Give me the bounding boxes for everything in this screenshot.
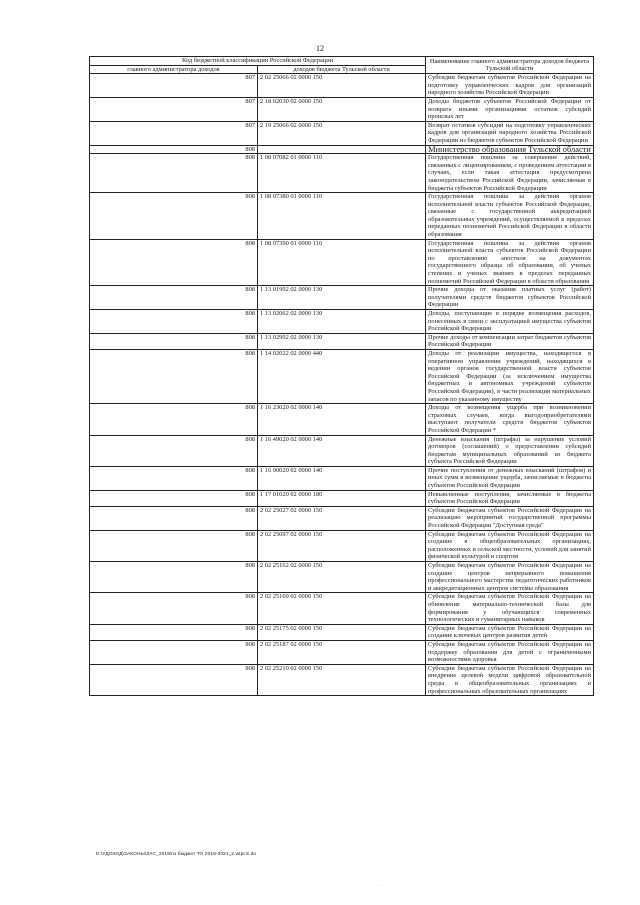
description-cell: Прочие доходы от компенсации затрат бюджетов субъектов Российской Федерации [426, 333, 594, 349]
income-column-header: доходов бюджета Тульской области [258, 65, 426, 74]
table-row [90, 286, 594, 310]
description-cell: Денежные взыскания (штрафы) за нарушение условий договоров (соглашений) о предоставлении субсидий бюджетам муниципальных образований из бюджета субъекта Российской Федерации [426, 435, 594, 466]
table-row [90, 530, 594, 561]
description-cell: Прочие доходы от оказания платных услуг (работ) получателями средств бюджетов субъектов Российской Федерации [426, 286, 594, 310]
admin-code-cell: 808 [90, 490, 258, 506]
description-cell: Доходы от возмещения ущерба при возникновении страховых случаев, когда выгодоприобретателями выступают получатели средств бюджетов субъектов Российской Федерации * [426, 404, 594, 435]
table-row [90, 310, 594, 334]
description-cell: Доходы от реализации имущества, находящегося в оперативном управлении учреждений, находящихся в ведении органов государственной власти субъектов Российской Федерации (за исключением имущества бюджетных и автономных учреждений субъектов Российской Федерации), в части реализации материальных запасов по указанному имуществу [426, 349, 594, 403]
admin-code-cell: 807 [90, 74, 258, 98]
description-cell: Субсидии бюджетам субъектов Российской Федерации на реализацию мероприятий государственной программы Российской Федерации "Доступная среда" [426, 506, 594, 530]
scan-mark: · · · · · [374, 883, 394, 888]
ministry-title-cell: Министерство образования Тульской области [426, 145, 594, 154]
table-row [90, 239, 594, 286]
description-cell: Субсидии бюджетам субъектов Российской Федерации на обновление материально-технической базы для формирования у обучающихся современных технологических и гуманитарных навыков [426, 593, 594, 624]
income-code-cell: 1 16 23020 02 0000 140 [258, 404, 426, 435]
admin-code-cell: 808 [90, 349, 258, 403]
admin-code-cell: 808 [90, 333, 258, 349]
admin-code-cell: 808 [90, 640, 258, 664]
code-group-header: Код бюджетной классификации Российской Федерации [90, 57, 426, 66]
income-code-cell: 1 16 49020 02 0000 140 [258, 435, 426, 466]
income-code-cell: 1 17 01020 02 0000 180 [258, 490, 426, 506]
income-code-cell: 1 13 01992 02 0000 130 [258, 286, 426, 310]
admin-code-cell: 808 [90, 154, 258, 193]
admin-code-cell: 808 [90, 239, 258, 286]
admin-code-cell: 808 [90, 466, 258, 490]
name-column-header: Наименование главного администратора доходов бюджета Тульской области [426, 57, 594, 74]
table-row [90, 593, 594, 624]
income-code-cell: 2 02 25187 02 0000 150 [258, 640, 426, 664]
admin-code-cell: 808 [90, 530, 258, 561]
table-row [90, 466, 594, 490]
income-code-cell: 1 13 02992 02 0000 130 [258, 333, 426, 349]
description-cell: Субсидии бюджетам субъектов Российской Федерации на создание центров непрерывного повышения профессионального мастерства педагогических работников и аккредитационных центров системы образования [426, 562, 594, 593]
admin-code-cell: 808 [90, 145, 258, 154]
table-row [90, 404, 594, 435]
income-code-cell: 1 13 02062 02 0000 130 [258, 310, 426, 334]
income-code-cell: 1 16 90020 02 0000 140 [258, 466, 426, 490]
file-path-footer: D:\УДОХОД\ЗАКОНЫ\ЗАС_2019\пз бюджет ТО 2019-2021_2.wtpcS.do [96, 852, 257, 857]
description-cell: Субсидии бюджетам субъектов Российской Федерации на поддержку образования для детей с ограниченными возможностями здоровья [426, 640, 594, 664]
income-code-cell: 2 02 25162 02 0000 150 [258, 562, 426, 593]
table-row [90, 333, 594, 349]
page-number: 12 [316, 44, 324, 53]
description-cell: Государственная пошлина за действия органов исполнительной власти субъектов Российской Федерации по проставлению апостиля на документах государственного образца об образовании, об ученых степенях и ученых званиях в пределах переданных полномочий Российской Федерации в области образования [426, 239, 594, 286]
description-cell: Доходы, поступающие в порядке возмещения расходов, понесенных в связи с эксплуатацией имущества субъектов Российской Федерации [426, 310, 594, 334]
table-row [90, 74, 594, 98]
income-code-cell: 2 02 25210 02 0000 150 [258, 664, 426, 695]
income-code-cell: 2 18 02030 02 0000 150 [258, 97, 426, 121]
admin-code-cell: 808 [90, 624, 258, 640]
table-row [90, 490, 594, 506]
description-cell: Доходы бюджетов субъектов Российской Федерации от возврата иными организациями остатков субсидий прошлых лет [426, 97, 594, 121]
income-code-cell: 1 08 07380 01 0000 110 [258, 193, 426, 240]
income-code-cell: 2 19 25066 02 0000 150 [258, 121, 426, 145]
table-body [90, 57, 594, 696]
table-row [90, 97, 594, 121]
admin-code-cell: 808 [90, 310, 258, 334]
table-row [90, 121, 594, 145]
description-cell: Невыясненные поступления, зачисляемые в бюджеты субъектов Российской Федерации [426, 490, 594, 506]
admin-code-cell: 808 [90, 593, 258, 624]
description-cell: Субсидии бюджетам субъектов Российской Федерации на подготовку управленческих кадров для организаций народного хозяйства Российской Федерации [426, 74, 594, 98]
admin-code-cell: 808 [90, 286, 258, 310]
budget-classification-table [89, 56, 594, 696]
description-cell: Государственная пошлина за действия органов исполнительной власти субъектов Российской Федерации, связанные с государственной аккредитацией образовательных учреждений, осуществляемой в пределах переданных полномочий Российской Федерации в области образования [426, 193, 594, 240]
income-code-cell: 2 02 25027 02 0000 150 [258, 506, 426, 530]
header-row-1 [90, 57, 594, 66]
table-row [90, 154, 594, 193]
table-row [90, 664, 594, 695]
description-cell: Возврат остатков субсидий на подготовку управленческих кадров для организаций народного хозяйства Российской Федерации из бюджетов субъектов Российской Федерации [426, 121, 594, 145]
table-row [90, 562, 594, 593]
admin-code-cell: 808 [90, 562, 258, 593]
description-cell: Государственная пошлина за совершение действий, связанных с лицензированием, с проведением аттестации в случаях, если такая аттестация предусмотрена законодательством Российской Федерации, зачисляемая в бюджеты субъектов Российской Федерации [426, 154, 594, 193]
table-row [90, 193, 594, 240]
admin-code-cell: 807 [90, 97, 258, 121]
table-row [90, 640, 594, 664]
table-row [90, 349, 594, 403]
admin-code-cell: 808 [90, 193, 258, 240]
table-row [90, 435, 594, 466]
income-code-cell: 2 02 25175 02 0000 150 [258, 624, 426, 640]
description-cell: Прочие поступления от денежных взысканий (штрафов) и иных сумм в возмещение ущерба, зачисляемые в бюджеты субъектов Российской Федерации [426, 466, 594, 490]
income-code-cell [258, 145, 426, 154]
admin-code-cell: 807 [90, 121, 258, 145]
income-code-cell: 2 02 25169 02 0000 150 [258, 593, 426, 624]
income-code-cell: 1 08 07390 01 0000 110 [258, 239, 426, 286]
admin-code-cell: 808 [90, 506, 258, 530]
description-cell: Субсидии бюджетам субъектов Российской Федерации на создание в общеобразовательных организациях, расположенных в сельской местности, условий для занятий физической культурой и спортом [426, 530, 594, 561]
admin-column-header: главного администратора доходов [90, 65, 258, 74]
table-row [90, 145, 594, 154]
income-code-cell: 2 02 25066 02 0000 150 [258, 74, 426, 98]
table-row [90, 624, 594, 640]
admin-code-cell: 808 [90, 435, 258, 466]
admin-code-cell: 808 [90, 664, 258, 695]
description-cell: Субсидии бюджетам субъектов Российской Федерации на создание ключевых центров развития детей [426, 624, 594, 640]
admin-code-cell: 808 [90, 404, 258, 435]
income-code-cell: 1 08 07082 01 0000 110 [258, 154, 426, 193]
description-cell: Субсидии бюджетам субъектов Российской Федерации на внедрение целевой модели цифровой образовательной среды в общеобразовательных организациях и профессиональных образовательных организациях [426, 664, 594, 695]
table-row [90, 506, 594, 530]
income-code-cell: 2 02 25097 02 0000 150 [258, 530, 426, 561]
income-code-cell: 1 14 02022 02 0000 440 [258, 349, 426, 403]
